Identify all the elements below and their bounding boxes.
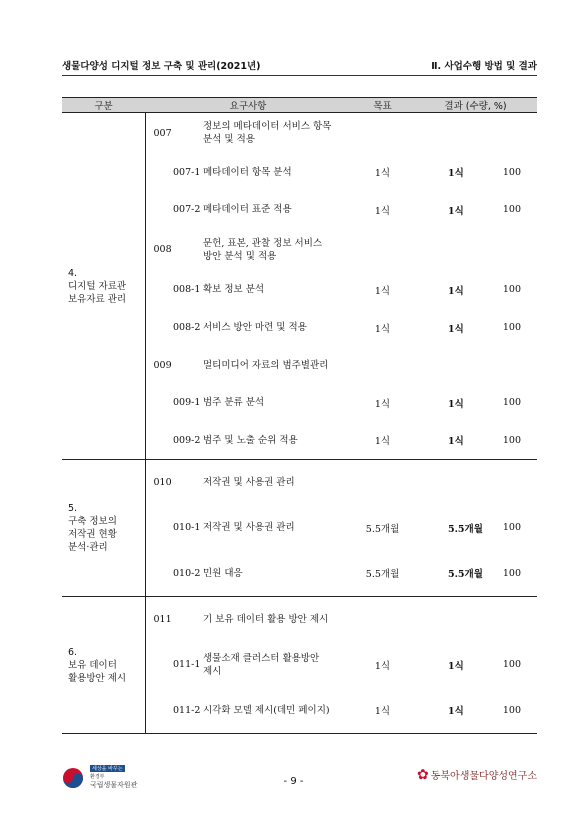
description-line: 저작권 및 사용권 관리 (203, 522, 295, 533)
category-cell (62, 113, 145, 460)
description-line: 확보 정보 분석 (203, 284, 265, 295)
table-row (62, 460, 537, 505)
result-percent: 100 (502, 322, 522, 333)
result-quantity: 1식 (414, 422, 497, 460)
description-line: 방안 분석 및 적용 (203, 250, 277, 262)
header-title: 생물다양성 디지털 정보 구축 및 관리(2021년) (62, 61, 261, 72)
result-percent: 100 (502, 166, 522, 178)
table-header-row (62, 98, 537, 113)
result-quantity: 1식 (448, 398, 464, 410)
result-quantity: 1식 (448, 285, 464, 297)
sub-requirement-code: 011-2 (169, 688, 201, 734)
logo-tagline: 세상을 바꾸는 (92, 766, 123, 772)
description-line: 시각화 모델 제시(데민 페이지) (203, 704, 330, 716)
category-label-line: 보유 데이터 (68, 659, 117, 671)
requirement-description (201, 597, 351, 642)
description-line: 메타데이터 표준 적용 (203, 204, 292, 215)
description-line: 범주 및 노출 순위 적용 (203, 434, 298, 446)
result-percent: 100 (497, 688, 537, 734)
requirement-description (201, 688, 351, 734)
sub-requirement-code: 008-1 (173, 284, 201, 295)
requirement-description (201, 551, 351, 597)
description-line: 서비스 방안 마련 및 적용 (203, 322, 307, 333)
sub-requirement-code: 010-2 (169, 551, 201, 597)
result-percent: 100 (502, 659, 522, 670)
target-value: 1식 (374, 323, 391, 335)
category-label-line: 보유자료 관리 (68, 293, 127, 305)
institute-name: 동북아생물다양성연구소 (430, 771, 537, 782)
result-quantity: 5.5개월 (448, 523, 483, 535)
description-line: 메타데이터 항목 분석 (203, 166, 292, 178)
result-percent: 100 (497, 551, 537, 597)
requirement-description (201, 154, 351, 191)
indent-cell (145, 642, 169, 688)
sub-requirement-code: 009-2 (169, 422, 201, 460)
page-header (62, 56, 537, 74)
category-label-line: 6. (68, 646, 78, 658)
target-value: 1식 (374, 398, 391, 410)
page-number: - 9 - (283, 776, 304, 787)
result-quantity: 1식 (448, 323, 464, 335)
description-line: 멀티미디어 자료의 범주별관리 (203, 359, 329, 371)
requirement-description (201, 505, 351, 551)
result-quantity: 1식 (414, 688, 497, 734)
indent-cell (145, 422, 169, 460)
logo-institute-name: 국립생물자원관 (90, 781, 138, 789)
target-value: 1식 (374, 205, 391, 217)
category-label-line: 디지털 자료관 (68, 280, 127, 292)
description-line: 생물소재 클러스터 활용방안 (203, 652, 320, 664)
sub-requirement-code: 008-2 (173, 322, 201, 333)
requirement-code: 009 (153, 359, 172, 371)
requirement-description (201, 113, 351, 154)
category-label-line: 구축 정보의 (68, 516, 117, 527)
requirement-code: 011 (153, 613, 172, 625)
indent-cell (145, 688, 169, 734)
sub-requirement-code: 007-2 (173, 204, 201, 215)
table-row (62, 597, 537, 642)
category-label-line: 5. (68, 503, 78, 514)
indent-cell (145, 154, 169, 191)
description-line: 정보의 메타데이터 서비스 항목 (203, 121, 332, 133)
indent-cell (145, 309, 169, 347)
category-cell (62, 597, 145, 734)
empty-cell (351, 460, 537, 505)
indent-cell (145, 191, 169, 229)
result-quantity: 1식 (448, 168, 464, 179)
description-line: 민원 대응 (203, 567, 243, 579)
description-line: 문헌, 표본, 관찰 정보 서비스 (203, 237, 323, 249)
target-value: 1식 (374, 660, 391, 672)
logo-ministry: 환경부 (90, 774, 105, 780)
indent-cell (145, 505, 169, 551)
target-value: 1식 (351, 422, 414, 460)
requirement-description (201, 422, 351, 460)
description-line: 범주 분류 분석 (203, 397, 265, 408)
sub-requirement-code: 007-1 (173, 166, 201, 178)
requirement-code: 008 (153, 244, 172, 255)
target-value: 5.5개월 (365, 523, 400, 535)
result-percent: 100 (497, 422, 537, 460)
empty-cell (351, 347, 537, 384)
description-line: 저작권 및 사용권 관리 (203, 476, 295, 488)
empty-cell (351, 597, 537, 642)
target-value: 1식 (374, 285, 391, 297)
col-header-category: 구분 (62, 98, 145, 113)
description-line: 분석 및 적용 (203, 134, 255, 146)
table-row (62, 113, 537, 154)
requirement-description (201, 271, 351, 309)
description-line: 제시 (203, 665, 222, 677)
result-quantity: 5.5개월 (414, 551, 497, 597)
target-value: 1식 (351, 688, 414, 734)
requirement-description (201, 642, 351, 688)
requirement-description (201, 460, 351, 505)
requirement-description (201, 384, 351, 422)
requirement-description (201, 309, 351, 347)
requirements-table (62, 97, 537, 734)
sub-requirement-code: 009-1 (173, 397, 201, 408)
result-quantity: 1식 (448, 660, 464, 672)
indent-cell (145, 271, 169, 309)
indent-cell (145, 551, 169, 597)
header-section: Ⅱ. 사업수행 방법 및 결과 (431, 61, 537, 72)
requirement-description (201, 347, 351, 384)
requirement-description (201, 229, 351, 271)
result-percent: 100 (502, 522, 522, 533)
category-label-line: 4. (68, 267, 78, 279)
result-quantity: 1식 (448, 205, 464, 217)
col-header-target: 목표 (351, 98, 414, 113)
col-header-requirement: 요구사항 (145, 98, 351, 113)
category-label-line: 저작권 현황 (68, 529, 117, 540)
result-percent: 100 (502, 204, 522, 215)
category-label-line: 활용방안 제시 (68, 672, 127, 684)
empty-cell (351, 229, 537, 271)
header-rule (62, 75, 537, 76)
category-cell (62, 460, 145, 597)
empty-cell (351, 113, 537, 154)
col-header-result: 결과 (수량, %) (414, 98, 537, 113)
requirement-code: 010 (153, 476, 172, 488)
footer-logo-institute (417, 767, 537, 783)
requirement-description (201, 191, 351, 229)
institute-mark-icon: ✿ (417, 767, 429, 783)
target-value: 5.5개월 (351, 551, 414, 597)
requirement-code: 007 (153, 127, 172, 139)
indent-cell (145, 384, 169, 422)
result-percent: 100 (502, 397, 522, 408)
sub-requirement-code: 010-1 (173, 522, 201, 533)
sub-requirement-code: 011-1 (173, 659, 201, 670)
description-line: 기 보유 데이터 활용 방안 제시 (203, 613, 329, 625)
target-value: 1식 (374, 168, 391, 179)
result-percent: 100 (502, 284, 522, 295)
category-label-line: 분석·관리 (68, 542, 108, 553)
